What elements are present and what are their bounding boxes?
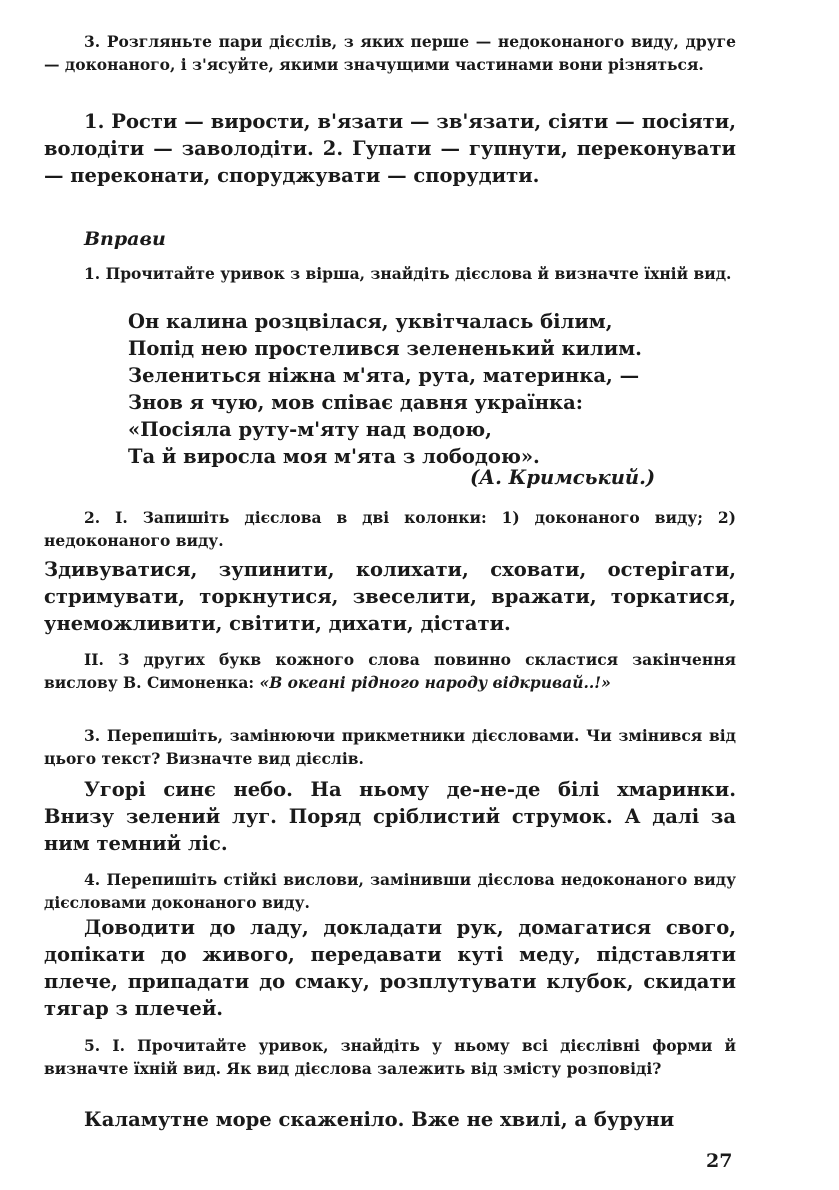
poem-line: Зелениться ніжна м'ята, рута, материнка, — [128, 364, 640, 387]
section-title: Вправи [84, 228, 166, 250]
ex4-text: Доводити до ладу, докладати рук, домагатися свого, допікати до живого, передавати куті меду, підставляти плече, припадати до смаку, розплутувати клубок, скидати тягар з плечей. [44, 916, 736, 1020]
poem-line: Та й виросла моя м'ята з лободою». [128, 445, 540, 468]
poem-line: Он калина розцвілася, уквітчалась білим, [128, 310, 613, 333]
q3-task: 3. Розгляньте пари дієслів, з яких перше — недоконаного виду, друге — доконаного, і з'ясуйте, якими значущими частинами вони різняться. [44, 32, 736, 74]
ex2-part2-lead: ІІ. З других букв кожного слова повинно скластися закінчення вислову В. Симоненка: [44, 650, 736, 692]
ex3-text: Угорі синє небо. На ньому де-не-де білі хмаринки. Внизу зелений луг. Поряд сріблистий струмок. А далі за ним темний ліс. [44, 778, 736, 855]
q3-examples: 1. Рости — вирости, в'язати — зв'язати, сіяти — посіяти, володіти — заволодіти. 2. Гупати — гупнути, переконувати — переконати, споруджувати — спорудити. [44, 110, 736, 187]
ex3-task: 3. Перепишіть, замінюючи прикметники дієсловами. Чи змінився від цього текст? Визначте вид дієслів. [44, 726, 736, 768]
poem-line: Попід нею простелився зелененький килим. [128, 337, 642, 360]
ex5-text: Каламутне море скаженіло. Вже не хвилі, а буруни [84, 1108, 675, 1131]
poem-line: Знов я чую, мов співає давня українка: [128, 391, 583, 414]
poem-line: «Посіяла руту-м'яту над водою, [128, 418, 492, 441]
ex2-part2 [44, 648, 736, 694]
ex2-words: Здивуватися, зупинити, колихати, сховати, остерігати, стримувати, торкнутися, звеселити, вражати, торкатися, унеможливити, світити, дихати, дістати. [44, 558, 736, 635]
ex1-task: 1. Прочитайте уривок з вірша, знайдіть дієслова й визначте їхній вид. [84, 264, 732, 283]
page-number: 27 [706, 1150, 733, 1172]
ex5-task: 5. І. Прочитайте уривок, знайдіть у ньому всі дієслівні форми й визначте їхній вид. Як вид дієслова залежить від змісту розповіді? [44, 1036, 736, 1078]
poem [128, 308, 728, 470]
poem-author: (А. Кримський.) [470, 466, 656, 489]
ex2-task: 2. І. Запишіть дієслова в дві колонки: 1) доконаного виду; 2) недоконаного виду. [44, 508, 736, 550]
ex4-task: 4. Перепишіть стійкі вислови, замінивши дієслова недоконаного виду дієсловами доконаного виду. [44, 870, 736, 912]
ex2-part2-quote: «В океані рідного народу відкривай..!» [259, 673, 611, 692]
